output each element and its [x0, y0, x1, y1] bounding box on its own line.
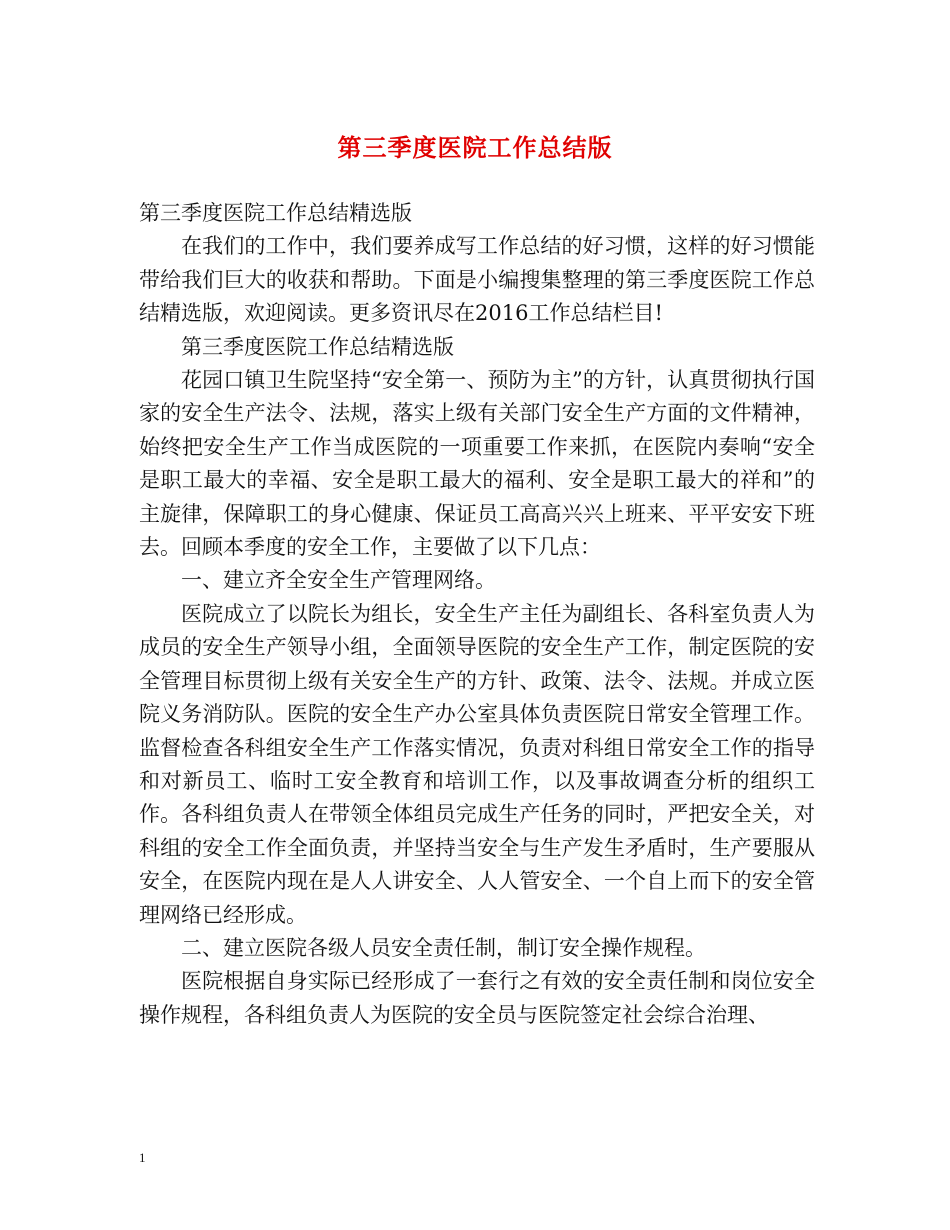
page-number: 1 [139, 1150, 146, 1165]
body-paragraph: 医院成立了以院长为组长，安全生产主任为副组长、各科室负责人为成员的安全生产领导小组，全面领导医院的安全生产工作，制定医院的安全管理目标贯彻上级有关安全生产的方针、政策、法令、法规。并成立医院义务消防队。医院的安全生产办公室具体负责医院日常安全管理工作。监督检查各科组安全生产工作落实情况，负责对科组日常安全工作的指导和对新员工、临时工安全教育和培训工作，以及事故调查分析的组织工作。各科组负责人在带领全体组员完成生产任务的同时，严把安全关，对科组的安全工作全面负责，并坚持当安全与生产发生矛盾时，生产要服从安全，在医院内现在是人人讲安全、人人管安全、一个自上而下的安全管理网络已经形成。 [139, 601, 815, 927]
body-paragraph: 医院根据自身实际已经形成了一套行之有效的安全责任制和岗位安全操作规程，各科组负责人为医院的安全员与医院签定社会综合治理、 [139, 969, 815, 1027]
document-title: 第三季度医院工作总结版 [337, 133, 613, 162]
section-heading-1: 一、建立齐全安全生产管理网络。 [181, 568, 496, 593]
section-heading-2: 二、建立医院各级人员安全责任制，制订安全操作规程。 [181, 935, 706, 960]
intro-paragraph: 在我们的工作中，我们要养成写工作总结的好习惯，这样的好习惯能带给我们巨大的收获和帮助。下面是小编搜集整理的第三季度医院工作总结精选版，欢迎阅读。更多资讯尽在2016工作总结栏目! [139, 234, 815, 326]
body-paragraph: 花园口镇卫生院坚持“安全第一、预防为主”的方针，认真贯彻执行国家的安全生产法令、法规，落实上级有关部门安全生产方面的文件精神，始终把安全生产工作当成医院的一项重要工作来抓，在医院内奏响“安全是职工最大的幸福、安全是职工最大的福利、安全是职工最大的祥和”的主旋律，保障职工的身心健康、保证员工高高兴兴上班来、平平安安下班去。回顾本季度的安全工作，主要做了以下几点： [139, 368, 815, 560]
document-body [139, 197, 815, 1032]
section-heading: 第三季度医院工作总结精选版 [181, 334, 454, 359]
subtitle-paragraph: 第三季度医院工作总结精选版 [139, 201, 412, 225]
